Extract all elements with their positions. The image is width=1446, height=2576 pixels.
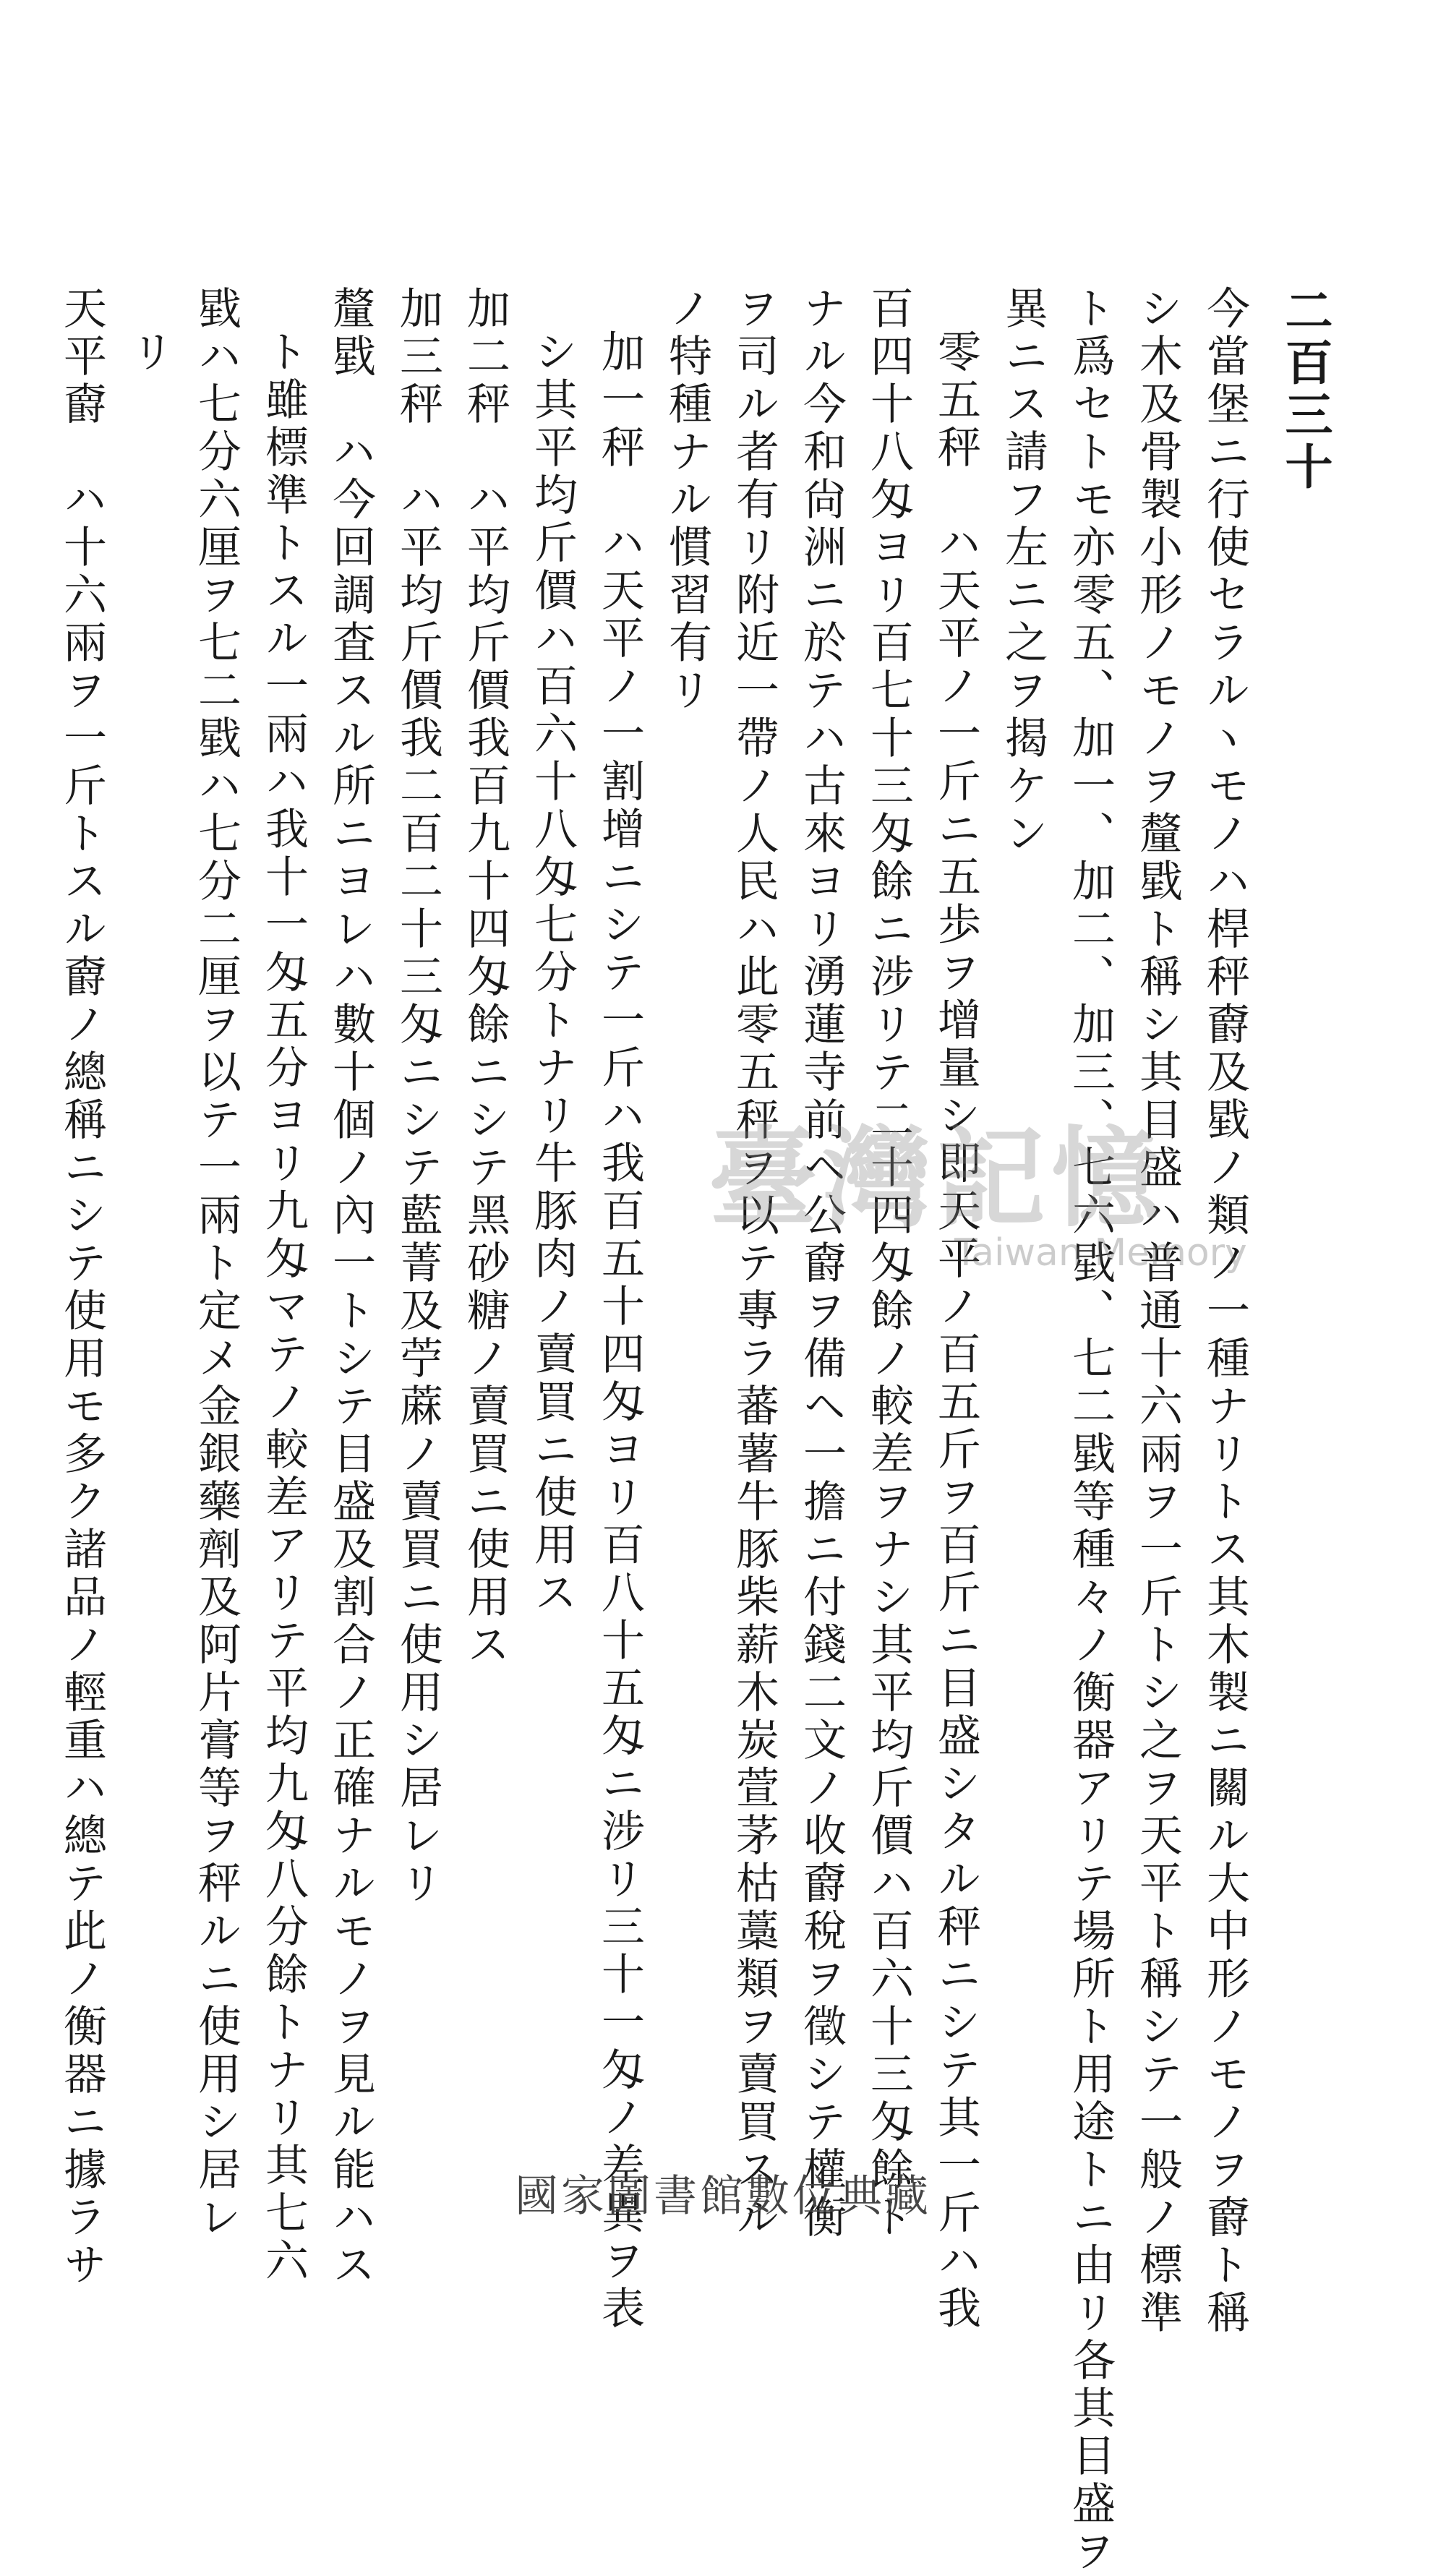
text-column: ヲ司ル者有リ附近一帶ノ人民ハ此零五秤ヲ以テ專ラ蕃薯牛豚柴薪木炭萱茅枯藁類ヲ賣買スル (729, 286, 779, 2242)
text-column: ノ特種ナル慣習有リ (662, 286, 712, 715)
text-column: 百四十八匁ヨリ百七十三匁餘ニ涉リテ二十四匁餘ノ較差ヲナシ其平均斤價ハ百六十三匁餘ト (863, 286, 914, 2242)
watermark (709, 1115, 1301, 1291)
text-column: 釐戥 ハ今回調査スル所ニヨレハ數十個ノ內一トシテ目盛及割合ノ正確ナルモノヲ見ル能ハス (325, 286, 376, 2290)
text-column: 零五秤 ハ天平ノ一斤ニ五歩ヲ增量シ即天平ノ百五斤ヲ百斤ニ目盛シタル秤ニシテ其一斤ハ我 (931, 329, 981, 2333)
text-column: 今當堡ニ行使セラルヽモノハ桿秤𣝣及戥ノ類ノ一種ナリトス其木製ニ關ル大中形ノモノヲ𣝣ト稱 (1199, 286, 1250, 2337)
footer-caption: 國家圖書館數位典藏 (515, 2171, 931, 2222)
text-column: 加一秤 ハ天平ノ一割增ニシテ一斤ハ我百五十四匁ヨリ百八十五匁ニ涉リ三十一匁ノ差異ヲ表 (594, 329, 645, 2333)
watermark-subtitle: Taiwan Memory (954, 1231, 1247, 1275)
text-column: 加二秤 ハ平均斤價我百九十四匁餘ニシテ黑砂糖ノ賣買ニ使用ス (460, 286, 510, 1669)
text-column: リ (124, 329, 174, 377)
page-number: 二百三十 (1277, 286, 1333, 494)
text-column: 戥ハ七分六厘ヲ七二戥ハ七分二厘ヲ以テ一兩ト定メ金銀藥劑及阿片膏等ヲ秤ルニ使用シ居レ (191, 286, 241, 2242)
watermark-logo-text: 臺灣記憶 (709, 1115, 1166, 1242)
text-column: 加三秤 ハ平均斤價我二百二十三匁ニシテ藍菁及苧蔴ノ賣買ニ使用シ居レリ (393, 286, 443, 1908)
text-column: 天平𣝣 ハ十六兩ヲ一斤トスル𣝣ノ總稱ニシテ使用モ多ク諸品ノ輕重ハ總テ此ノ衡器ニ據ラサ (56, 286, 107, 2290)
text-column: シ木及骨製小形ノモノヲ釐戥ト稱シ其目盛ハ普通十六兩ヲ一斤トシ之ヲ天平ト稱シテ一般ノ標準 (1132, 286, 1183, 2337)
text-column: ト雖標準トスル一兩ハ我十一匁五分ヨリ九匁マテノ較差アリテ平均九匁八分餘トナリ其七六 (258, 329, 309, 2285)
text-column: ナル今和尙洲ニ於テハ古來ヨリ湧蓮寺前ヘ公𣝣ヲ備ヘ一擔ニ付錢二文ノ收𣝣稅ヲ徵シテ權衡 (796, 286, 847, 2242)
text-column: シ其平均斤價ハ百六十八匁七分トナリ牛豚肉ノ賣買ニ使用ス (527, 329, 578, 1617)
text-column: ト爲セトモ亦零五、加一、加二、加三、七六戥、七二戥等種々ノ衡器アリテ場所ト用途トニ由リ各其目盛ヲ (1065, 286, 1116, 2576)
text-column: 異ニス請フ左ニ之ヲ揭ケン (998, 286, 1048, 858)
